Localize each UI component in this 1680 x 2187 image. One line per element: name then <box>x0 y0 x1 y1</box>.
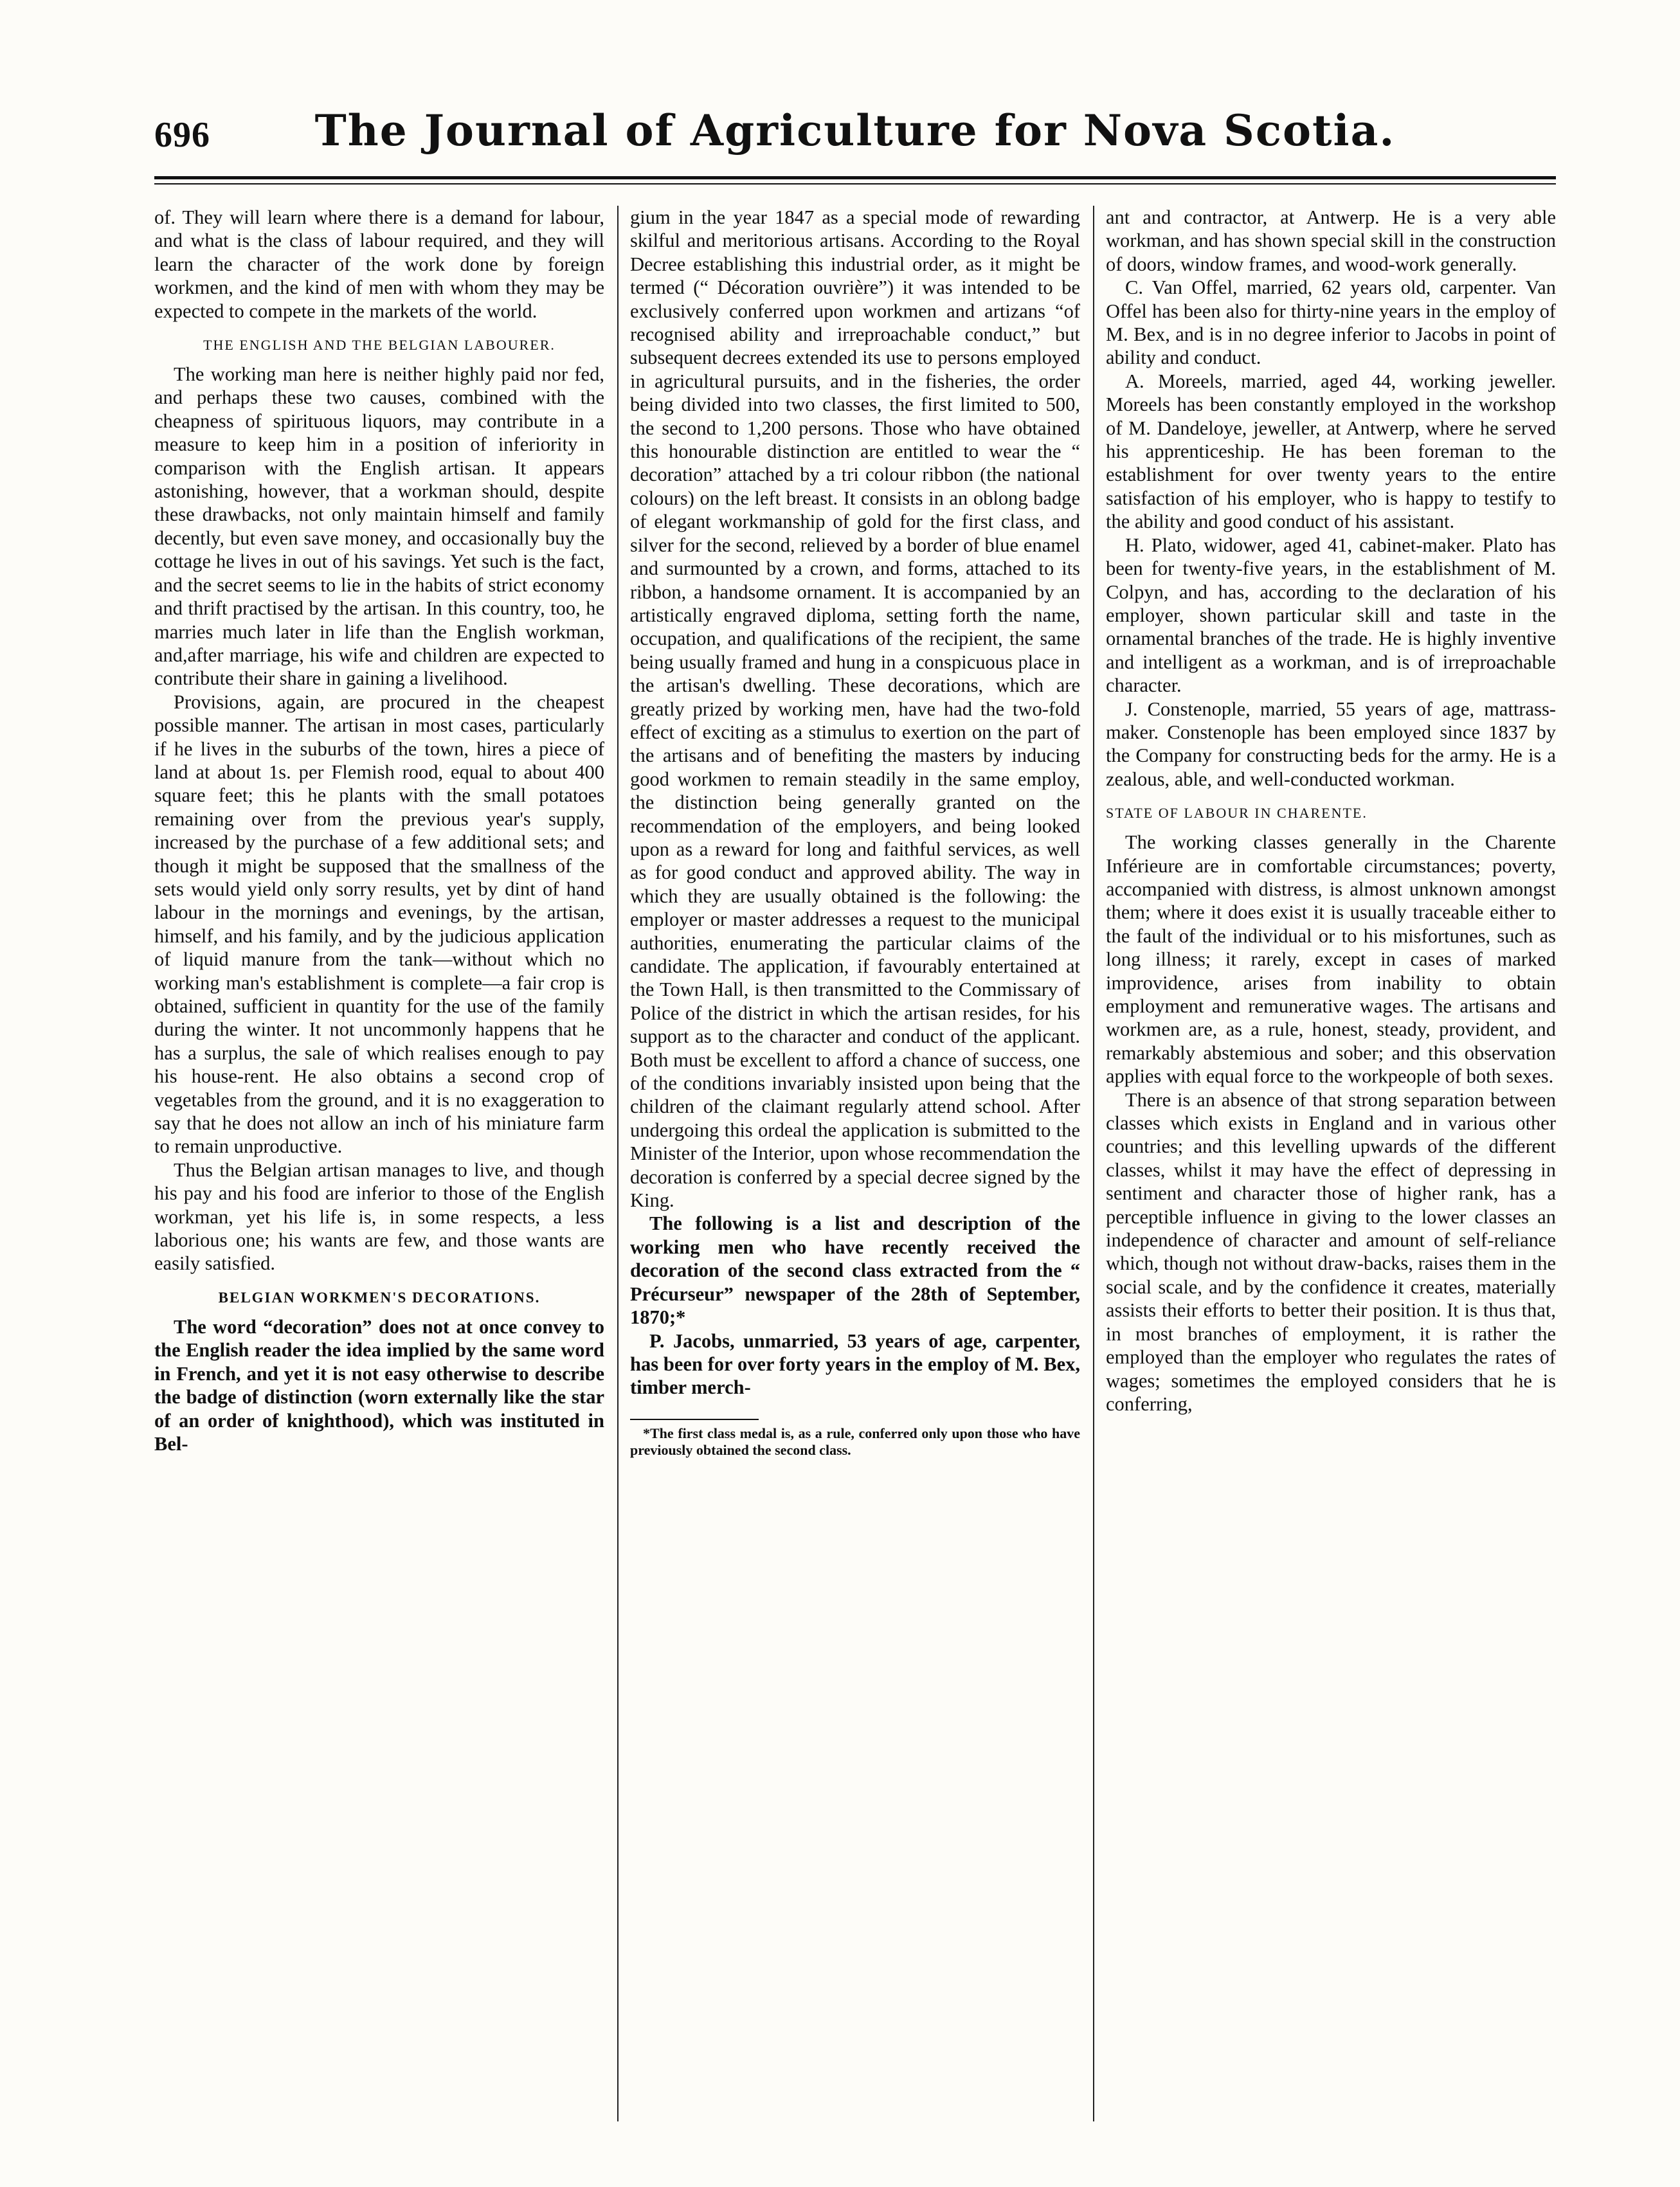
paragraph: C. Van Offel, married, 62 years old, carpenter. Van Offel has been also for thirty-nine years in the employ of M. Bex, and is in no degree inferior to Jacobs in point of ability and conduct. <box>1106 276 1556 369</box>
column-divider <box>1093 206 1094 2121</box>
footnote-rule <box>630 1419 759 1420</box>
paragraph: The following is a list and description of the working men who have recently received the decoration of the second class extracted from the “ Précurseur” newspaper of the 28th of September, 1870;* <box>630 1212 1080 1329</box>
header-rule-thin <box>154 183 1556 184</box>
column-divider <box>617 206 619 2121</box>
paragraph: of. They will learn where there is a demand for labour, and what is the class of labour required, and they will learn the character of the work done by foreign workmen, and the kind of men with whom they may be expected to compete in the markets of the world. <box>154 206 604 322</box>
text-column-3 <box>1106 206 1556 2121</box>
paragraph: Thus the Belgian artisan manages to live, and though his pay and his food are inferior to those of the English workman, yet his life is, in some respects, a less laborious one; his wants are few, and those wants are easily satisfied. <box>154 1158 604 1275</box>
footnote: *The first class medal is, as a rule, conferred only upon those who have previously obtained the second class. <box>630 1425 1080 1458</box>
paragraph: The working man here is neither highly paid nor fed, and perhaps these two causes, combined with the cheapness of spirituous liquors, may contribute in a measure to keep him in a position of inferiority in comparison with the English artisan. It appears astonishing, however, that a workman should, despite these drawbacks, not only maintain himself and family decently, but even save money, and occasionally buy the cottage he lives in out of his savings. Yet such is the fact, and the secret seems to lie in the habits of strict economy and thrift practised by the artisan. In this country, too, he marries much later in life than the English workman, and,after marriage, his wife and children are expected to contribute their share in gaining a livelihood. <box>154 363 604 690</box>
paragraph: The word “decoration” does not at once convey to the English reader the idea implied by the same word in French, and yet it is not easy otherwise to describe the badge of distinction (worn externally like the star of an order of knighthood), which was instituted in Bel- <box>154 1315 604 1455</box>
paragraph: Provisions, again, are procured in the cheapest possible manner. The artisan in most cases, particularly if he lives in the suburbs of the town, hires a piece of land at about 1s. per Flemish rood, equal to about 400 square feet; this he plants with the small potatoes remaining over from the previous year's supply, increased by the purchase of a few additional sets; and though it might be supposed that the smallness of the sets would yield only sorry results, yet by dint of hand labour in the mornings and evenings, by the artisan, himself, and his family, and by the judicious application of liquid manure from the tank—without which no working man's establishment is complete—a fair crop is obtained, sufficient in quantity for the use of the family during the winter. It not uncommonly happens that he has a surplus, the sale of which realises enough to pay his house-rent. He also obtains a second crop of vegetables from the ground, and it is no exaggeration to say that he does not allow an inch of his miniature farm to remain unproductive. <box>154 690 604 1158</box>
text-column-2 <box>630 206 1080 2121</box>
page-number: 696 <box>154 115 210 155</box>
section-heading: STATE OF LABOUR IN CHARENTE. <box>1106 805 1368 822</box>
running-title: The Journal of Agriculture for Nova Scotia. <box>314 105 1396 156</box>
paragraph: P. Jacobs, unmarried, 53 years of age, carpenter, has been for over forty years in the employ of M. Bex, timber merch- <box>630 1329 1080 1399</box>
paragraph: J. Constenople, married, 55 years of age, mattrass-maker. Constenople has been employed since 1837 by the Company for constructing beds for the army. He is a zealous, able, and well-conducted workman. <box>1106 698 1556 790</box>
paragraph: There is an absence of that strong separation between classes which exists in England and in various other countries; and this levelling upwards of the different classes, whilst it may have the effect of depressing in sentiment and character those of higher rank, has a perceptible influence in giving to the lower classes an independence of character and amount of self-reliance which, though not without draw-backs, raises them in the social scale, and by the confidence it creates, materially assists their efforts to better their position. It is thus that, in most branches of employment, it is rather the employed than the employer who regulates the rates of wages; sometimes the employed considers that he is conferring, <box>1106 1088 1556 1415</box>
section-heading: BELGIAN WORKMEN'S DECORATIONS. <box>218 1289 541 1306</box>
text-column-1 <box>154 206 604 2121</box>
header-rule-thick <box>154 176 1556 179</box>
paragraph: The working classes generally in the Charente Inférieure are in comfortable circumstances; poverty, accompanied with distress, is almost unknown amongst them; where it does exist it is usually traceable either to the fault of the individual or to his misfortunes, such as long illness; it rarely, except in cases of marked improvidence, arises from inability to obtain employment and remunerative wages. The artisans and workmen are, as a rule, honest, steady, provident, and remarkably abstemious and sober; and this observation applies with equal force to the workpeople of both sexes. <box>1106 831 1556 1088</box>
paragraph: A. Moreels, married, aged 44, working jeweller. Moreels has been constantly employed in the workshop of M. Dandeloye, jeweller, at Antwerp, where he served his apprenticeship. He has been foreman to the establishment for over twenty years to the entire satisfaction of his employer, who is happy to testify to the ability and good conduct of his assistant. <box>1106 370 1556 533</box>
paragraph: ant and contractor, at Antwerp. He is a very able workman, and has shown special skill in the construction of doors, window frames, and wood-work generally. <box>1106 206 1556 275</box>
section-heading: THE ENGLISH AND THE BELGIAN LABOURER. <box>203 337 555 354</box>
paragraph: gium in the year 1847 as a special mode of rewarding skilful and meritorious artisans. According to the Royal Decree establishing this industrial order, as it might be termed (“ Décoration ouvrière”) it was intended to be exclusively conferred upon workmen and artizans “of recognised ability and irreproachable conduct,” but subsequent decrees extended its use to persons employed in agricultural pursuits, and in the fisheries, the order being divided into two classes, the first limited to 500, the second to 1,200 persons. Those who have obtained this honourable distinction are entitled to wear the “ decoration” attached by a tri colour ribbon (the national colours) on the left breast. It consists in an oblong badge of elegant workmanship of gold for the first class, and silver for the second, relieved by a border of blue enamel and surmounted by a crown, and forms, attached to its ribbon, a handsome ornament. It is accompanied by an artistically engraved diploma, setting forth the name, occupation, and qualifications of the recipient, the same being usually framed and hung in a conspicuous place in the artisan's dwelling. These decorations, which are greatly prized by working men, have had the two-fold effect of exciting as a stimulus to exertion on the part of the artisans and of benefiting the masters by inducing good workmen to remain steadily in the same employ, the distinction being generally granted on the recommendation of the employers, and being looked upon as a reward for long and faithful services, as well as for good conduct and approved ability. The way in which they are usually obtained is the following: the employer or master addresses a request to the municipal authorities, enumerating the particular claims of the candidate. The application, if favourably entertained at the Town Hall, is then transmitted to the Commissary of Police of the district in which the artisan resides, for his support as to the character and conduct of the applicant. Both must be excellent to afford a chance of success, one of the conditions invariably insisted upon being that the children of the claimant regularly attend school. After undergoing this ordeal the application is submitted to the Minister of the Interior, upon whose recommendation the decoration is conferred by a special decree signed by the King. <box>630 206 1080 1212</box>
paragraph: H. Plato, widower, aged 41, cabinet-maker. Plato has been for twenty-five years, in the establishment of M. Colpyn, and has, according to the declaration of his employer, shown particular skill and taste in the ornamental branches of the trade. He is highly inventive and intelligent as a workman, and is of irreproachable character. <box>1106 534 1556 697</box>
page-header <box>154 96 1556 167</box>
